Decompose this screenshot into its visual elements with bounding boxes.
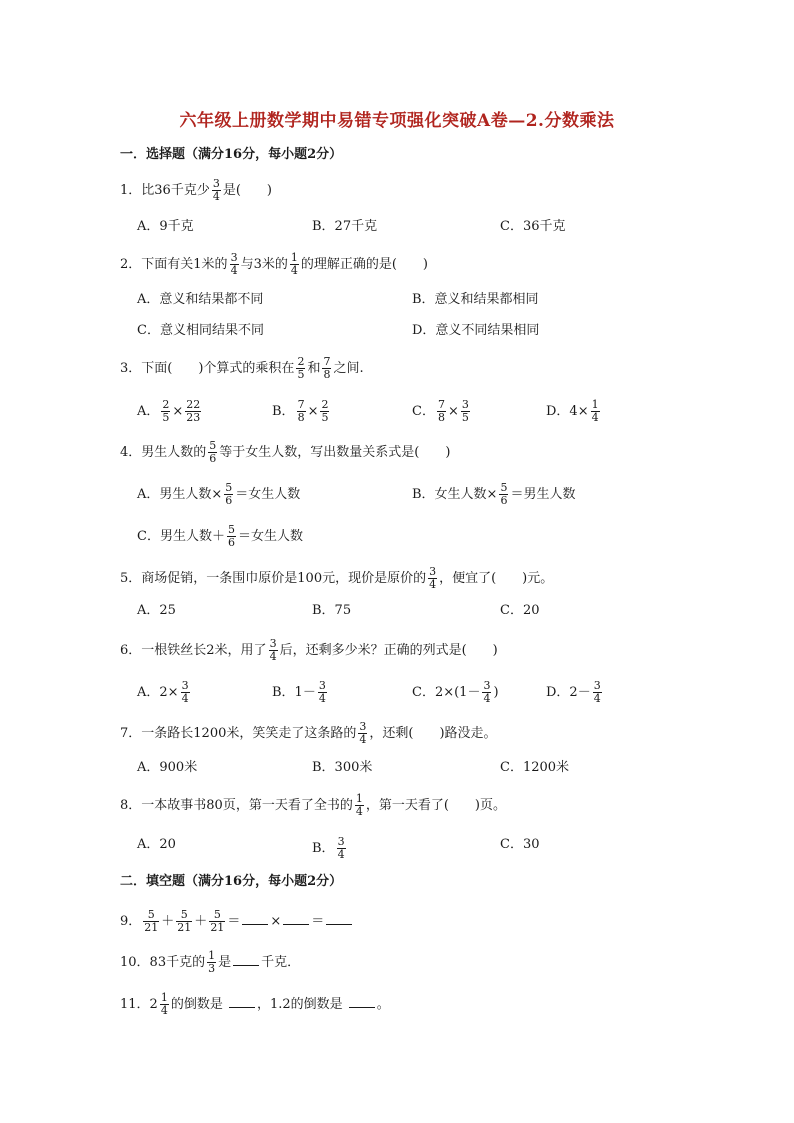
fraction: $\frac{2}{5}$ xyxy=(297,355,305,381)
option-b[interactable]: B．女生人数× $\frac{5}{6}$ ＝男生人数 xyxy=(412,481,576,507)
question-text: ，还剩( )路没走。 xyxy=(369,726,497,741)
question-5 xyxy=(120,566,553,591)
fraction: $\frac{3}{4}$ xyxy=(230,251,238,277)
option-a[interactable]: A．男生人数× $\frac{5}{6}$ ＝女生人数 xyxy=(137,481,301,507)
question-6 xyxy=(120,638,498,663)
question-number: 4． xyxy=(120,445,142,460)
fraction: $\frac{1}{4}$ xyxy=(160,991,168,1017)
option-c[interactable]: C．2×(1－ $\frac{3}{4}$ ) xyxy=(412,679,499,705)
question-number: 2． xyxy=(120,257,142,272)
question-9: 9． $\frac{5}{21}$ ＋ $\frac{5}{21}$ ＋ $\frac{5}{21}$ ＝ × ＝ xyxy=(120,909,354,934)
question-text: 下面( )个算式的乘积在 xyxy=(141,361,295,376)
option-d[interactable]: D．意义不同结果相同 xyxy=(412,323,540,338)
page-title: 六年级上册数学期中易错专项强化突破A卷—2.分数乘法 xyxy=(179,111,615,131)
answer-blank[interactable] xyxy=(229,995,255,1008)
question-text: 与3米的 xyxy=(240,257,288,272)
question-text: 一本故事书80页，第一天看了全书的 xyxy=(141,798,353,813)
question-text: 商场促销，一条围巾原价是100元，现价是原价的 xyxy=(141,571,427,586)
question-text: 等于女生人数，写出数量关系式是( ) xyxy=(219,445,451,460)
fraction: $\frac{7}{8}$ xyxy=(323,355,331,381)
question-number: 10． xyxy=(120,955,150,970)
question-text: ，便宜了( )元。 xyxy=(439,571,554,586)
question-text: 的理解正确的是( ) xyxy=(300,257,428,272)
question-text: ，第一天看了( )页。 xyxy=(365,798,506,813)
fraction: $\frac{5}{21}$ xyxy=(210,908,225,934)
option-b[interactable]: B． $\frac{3}{4}$ xyxy=(312,835,345,861)
option-a[interactable]: A．意义和结果都不同 xyxy=(137,292,264,307)
question-text: 一条路长1200米，笑笑走了这条路的 xyxy=(141,726,357,741)
option-d[interactable]: D．2－ $\frac{3}{4}$ xyxy=(546,679,601,705)
option-c[interactable]: C．意义相同结果不同 xyxy=(137,323,264,338)
question-number: 8． xyxy=(120,798,142,813)
question-text: 男生人数的 xyxy=(141,445,207,460)
question-text: 比36千克少 xyxy=(141,183,210,198)
fraction: $\frac{5}{6}$ xyxy=(209,439,217,465)
question-7 xyxy=(120,721,497,746)
option-a[interactable]: A．900米 xyxy=(137,760,198,775)
question-text: 的倒数是 xyxy=(170,997,227,1012)
question-text: 下面有关1米的 xyxy=(141,257,228,272)
option-c[interactable]: C．30 xyxy=(500,837,540,852)
section-header-fill: 二．填空题（满分16分，每小题2分） xyxy=(120,874,343,889)
question-4 xyxy=(120,440,450,465)
fraction: $\frac{3}{4}$ xyxy=(212,177,220,203)
option-c[interactable]: C．20 xyxy=(500,603,540,618)
option-c[interactable]: C． $\frac{7}{8}$ × $\frac{3}{5}$ xyxy=(412,398,469,424)
question-number: 7． xyxy=(120,726,142,741)
fraction: $\frac{5}{21}$ xyxy=(177,908,192,934)
question-number: 1． xyxy=(120,183,142,198)
question-3 xyxy=(120,356,364,381)
fraction: $\frac{3}{4}$ xyxy=(269,637,277,663)
question-text: 之间. xyxy=(333,361,364,376)
question-text: 和 xyxy=(307,361,321,376)
question-text: 后，还剩多少米？正确的列式是( ) xyxy=(279,643,498,658)
question-number: 9． xyxy=(120,914,142,929)
answer-blank[interactable] xyxy=(326,912,352,925)
question-number: 11． xyxy=(120,997,150,1012)
option-b[interactable]: B．27千克 xyxy=(312,219,378,234)
question-11 xyxy=(120,992,390,1017)
question-text: 是 xyxy=(218,955,232,970)
question-text: 千克． xyxy=(261,955,301,970)
question-text: ，1.2的倒数是 xyxy=(256,997,347,1012)
question-10 xyxy=(120,950,300,975)
option-b[interactable]: B．意义和结果都相同 xyxy=(412,292,539,307)
option-b[interactable]: B．1－ $\frac{3}{4}$ xyxy=(272,679,326,705)
option-b[interactable]: B． $\frac{7}{8}$ × $\frac{2}{5}$ xyxy=(272,398,329,424)
fraction: $\frac{5}{21}$ xyxy=(144,908,159,934)
option-a[interactable]: A． $\frac{2}{5}$ × $\frac{22}{23}$ xyxy=(137,398,201,424)
answer-blank[interactable] xyxy=(349,995,375,1008)
question-text: 是( ) xyxy=(222,183,272,198)
option-c[interactable]: C．36千克 xyxy=(500,219,566,234)
option-c[interactable]: C．男生人数＋ $\frac{5}{6}$ ＝女生人数 xyxy=(137,523,303,549)
option-b[interactable]: B．75 xyxy=(312,603,352,618)
question-8 xyxy=(120,793,506,818)
question-text: 。 xyxy=(376,997,390,1012)
fraction: $\frac{1}{3}$ xyxy=(208,949,216,975)
option-a[interactable]: A．2× $\frac{3}{4}$ xyxy=(137,679,189,705)
section-header-choice: 一．选择题（满分16分，每小题2分） xyxy=(120,147,343,162)
question-number: 6． xyxy=(120,643,142,658)
mixed-number: 2 xyxy=(149,996,158,1012)
fraction: $\frac{1}{4}$ xyxy=(355,792,363,818)
question-2 xyxy=(120,252,428,277)
question-text: 83千克的 xyxy=(149,955,206,970)
option-d[interactable]: D．4× $\frac{1}{4}$ xyxy=(546,398,599,424)
fraction: $\frac{3}{4}$ xyxy=(359,720,367,746)
question-text: 一根铁丝长2米，用了 xyxy=(141,643,267,658)
option-a[interactable]: A．20 xyxy=(137,837,176,852)
fraction: $\frac{3}{4}$ xyxy=(429,565,437,591)
option-b[interactable]: B．300米 xyxy=(312,760,373,775)
option-a[interactable]: A．25 xyxy=(137,603,176,618)
option-c[interactable]: C．1200米 xyxy=(500,760,570,775)
question-1 xyxy=(120,178,272,203)
question-number: 3． xyxy=(120,361,142,376)
option-a[interactable]: A．9千克 xyxy=(137,219,194,234)
fraction: $\frac{1}{4}$ xyxy=(290,251,298,277)
answer-blank[interactable] xyxy=(242,912,268,925)
answer-blank[interactable] xyxy=(283,912,309,925)
answer-blank[interactable] xyxy=(233,953,259,966)
question-number: 5． xyxy=(120,571,142,586)
